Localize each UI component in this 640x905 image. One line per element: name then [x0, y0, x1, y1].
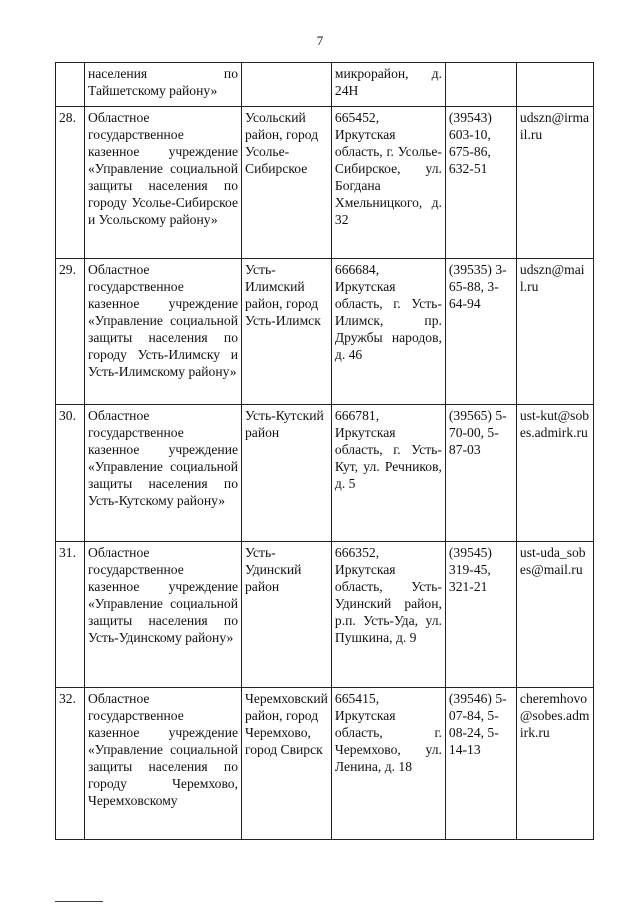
- cell-email: udszn@mail.ru: [516, 259, 593, 405]
- cell-address: 666781, Иркутская область, г. Усть-Кут, ул. Речников, д. 5: [331, 405, 445, 542]
- table-row: [56, 259, 594, 405]
- cell-area: Усть-Удинский район: [242, 542, 332, 688]
- table-row-continued: [56, 63, 594, 107]
- table-row: [56, 405, 594, 542]
- page-number: 7: [316, 33, 324, 48]
- cell-address: микрорайон, д. 24Н: [331, 63, 445, 107]
- cell-name: Областное государственное казенное учреждение «Управление социальной защиты населения по городу Усолье-Сибирское и Усольскому району»: [85, 107, 242, 259]
- cell-area: Усть-Кутский район: [242, 405, 332, 542]
- cell-address: 665415, Иркутская область, г. Черемхово, ул. Ленина, д. 18: [331, 688, 445, 840]
- cell-address: 666352, Иркутская область, Усть-Удинский район, р.п. Усть-Уда, ул. Пушкина, д. 9: [331, 542, 445, 688]
- cell-name: Областное государственное казенное учреждение «Управление социальной защиты населения по городу Усть-Илимску и Усть-Илимскому району»: [85, 259, 242, 405]
- cell-phone: (39535) 3-65-88, 3-64-94: [445, 259, 516, 405]
- cell-name: населения по Тайшетскому району»: [85, 63, 242, 107]
- table-row: [56, 107, 594, 259]
- cell-email: [516, 63, 593, 107]
- cell-phone: [445, 63, 516, 107]
- cell-name: Областное государственное казенное учреждение «Управление социальной защиты населения по Усть-Удинскому району»: [85, 542, 242, 688]
- cell-phone: (39546) 5-07-84, 5-08-24, 5-14-13: [445, 688, 516, 840]
- cell-email: cheremhovo@sobes.admirk.ru: [516, 688, 593, 840]
- table-row: [56, 542, 594, 688]
- cell-num: 28.: [56, 107, 85, 259]
- cell-area: [242, 63, 332, 107]
- cell-num: [56, 63, 85, 107]
- cell-email: ust-kut@sobes.admirk.ru: [516, 405, 593, 542]
- cell-num: 32.: [56, 688, 85, 840]
- cell-num: 31.: [56, 542, 85, 688]
- cell-area: Усть-Илимский район, город Усть-Илимск: [242, 259, 332, 405]
- footnote-divider: [55, 901, 103, 902]
- cell-phone: (39543) 603-10, 675-86, 632-51: [445, 107, 516, 259]
- cell-email: udszn@irmail.ru: [516, 107, 593, 259]
- institutions-table: [55, 62, 594, 840]
- cell-name: Областное государственное казенное учреждение «Управление социальной защиты населения по городу Черемхово, Черемховскому: [85, 688, 242, 840]
- cell-address: 665452, Иркутская область, г. Усолье-Сибирское, ул. Богдана Хмельницкого, д. 32: [331, 107, 445, 259]
- cell-address: 666684, Иркутская область, г. Усть-Илимск, пр. Дружбы народов, д. 46: [331, 259, 445, 405]
- cell-email: ust-uda_sobes@mail.ru: [516, 542, 593, 688]
- cell-area: Усольский район, город Усолье-Сибирское: [242, 107, 332, 259]
- cell-name: Областное государственное казенное учреждение «Управление социальной защиты населения по Усть-Кутскому району»: [85, 405, 242, 542]
- cell-phone: (39565) 5-70-00, 5-87-03: [445, 405, 516, 542]
- cell-area: Черемховский район, город Черемхово, город Свирск: [242, 688, 332, 840]
- table-row: [56, 688, 594, 840]
- cell-num: 30.: [56, 405, 85, 542]
- cell-phone: (39545) 319-45, 321-21: [445, 542, 516, 688]
- cell-num: 29.: [56, 259, 85, 405]
